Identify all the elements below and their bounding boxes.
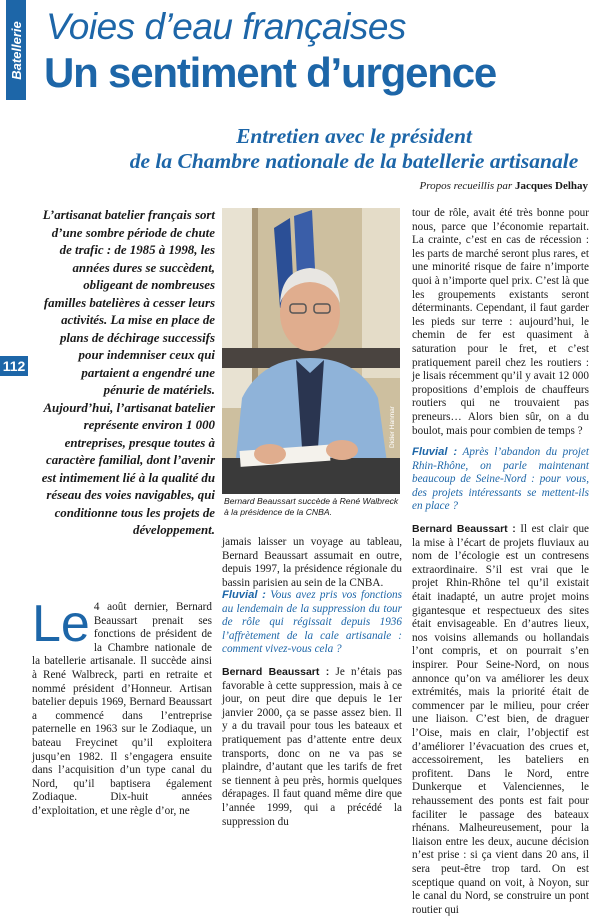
question-2 [412,446,589,514]
portrait-illustration [222,208,400,494]
answer-1-speaker: Bernard Beaussart : [222,665,330,678]
photo-caption: Bernard Beaussart succède à René Walbreck à la présidence de la CNBA. [224,496,399,517]
kicker-title: Voies d’eau françaises [46,6,406,47]
column-3 [412,207,589,917]
question-2-label: Fluvial : [412,446,458,459]
question-1-label: Fluvial : [222,589,266,601]
section-tab [6,0,26,100]
page-number: 112 [0,356,28,376]
question-2-text: Après l’abandon du projet Rhin-Rhône, on parle maintenant beaucoup de Seine-Nord : pour vous, des projets intéressants se mettent-ils en place ? [412,446,589,513]
byline-lead: Propos recueillis par [419,180,513,192]
col1-body [32,595,212,819]
answer-1 [222,666,402,829]
drop-cap: Le [32,595,90,653]
byline-author: Jacques Delhay [514,180,588,192]
byline [420,180,588,192]
photo-credit: Didier Hanmar [389,406,396,448]
subtitle [120,124,588,174]
question-1 [222,589,402,657]
col3-text-top: tour de rôle, avait été très bonne pour nous, parce que l’économie repartait. La crainte, c’est en cas de récession : les parts de marché seront plus rares, et une minorité risque de faire n’importe quoi à n’importe quel prix. C’est là que les groupements existants seront déterminants. Cependant, il faut garder les pieds sur terre : aujourd’hui, le chemin de fer est quasiment à saturation pour le fret, et c’est pratiquement pareil chez les routiers : je lisais récemment qu’il y avait 12 000 propositions d’emplois de chauffeurs routiers qui ne trouvaient pas preneurs… Alors bien sûr, on a du boulot, mais pour combien de temps ? [412,207,589,437]
headline: Un sentiment d’urgence [44,49,497,96]
answer-2 [412,523,589,917]
portrait-photo [222,208,400,494]
section-tab-label: Batellerie [8,20,24,80]
col2-text-top: jamais laisser un voyage au tableau, Bernard Beaussart assumait en outre, depuis 1997, la présidence régionale du bassin parisien au sein de la CNBA. [222,536,402,589]
col1-text: 4 août dernier, Bernard Beaussart prenait ses fonctions de président de la Chambre nationale de la batellerie artisanale. Il succède ainsi à René Walbreck, parti en retraite et nommé président d’Honneur. Artisan batelier depuis 1969, Bernard Beaussart a commencé dans l’entreprise paternelle en 1963 sur le Zodiaque, un bateau Freycinet qu’il exploitera jusqu’en 1982. Il s’engagera ensuite dans l’acquisition d’un type canal du Nord, qu’il baptisera également Zodiaque. Dix-huit années d’exploitation, et une règle d’or, ne [32,601,212,817]
column-1 [32,595,212,819]
answer-2-text: Il est clair que la mise à l’écart de projets fluviaux au nom de l’écologie est un contresens extraordinaire. S’il est vrai que le projet Rhin-Rhône tel qu’il existait était inadapté, un autre projet moins gigantesque et respectueux des sites était envisageable. En d’autres lieux, nos voisins allemands ou hollandais l’ont compris, et on pourrait s’en inspirer. Pour Seine-Nord, on nous annonce qu’on va améliorer les deux extrémités, mais la priorité était de commencer par le milieu, pour créer une liaison. C’est bien, de draguer l’Oise, mais en clair, l’objectif est d’améliorer l’évacuation des crues et, accessoirement, les bateliers en profitent. Dans le Nord, entre Dunkerque et Valenciennes, le rehaussement des ponts est fait pour faciliter le passage des bateaux rhénans. Malheureusement, pour la liaison entre les deux, aucune décision n’est prise : si ça vient dans 20 ans, il sera peut-être trop tard. On est sceptique quand on voit, à Noyon, sur le canal du Nord, se construire un pont routier qui [412,523,590,916]
subtitle-line-2: de la Chambre nationale de la batellerie artisanale [129,149,579,173]
column-2 [222,581,402,829]
answer-1-text: Je n’étais pas favorable à cette suppression, mais à ce jour, on peut dire que depuis le 1er janvier 2000, ça se passe assez bien. Il y a du travail pour tous les bateaux et pratiquement pas d’attente entre deux transports, donc on ne va pas se plaindre, d’autant que les tarifs de fret se tiennent à peu près, hormis quelques dérapages. Il faut quand même dire que l’année 1999, qui a précédé la suppression du [222,665,402,828]
subtitle-line-1: Entretien avec le président [236,124,472,148]
intro-paragraph: L’artisanat batelier français sort d’une sombre période de chute de trafic : de 1985 à 1998, les années dures se succèdent, obligeant de nombreuses familles batelières à cesser leurs activités. La mise en place de plans de déchirage successifs pour indemniser ceux qui partaient a engendré une pénurie de matériels. Aujourd’hui, l’artisanat batelier représente environ 1 000 entreprises, presque toutes à caractère familial, dont l’avenir est intimement lié à la qualité du réseau des voies navigables, qui conditionne tous les projets de développement. [41,208,215,537]
answer-2-speaker: Bernard Beaussart : [412,523,516,536]
question-1-text: Vous avez pris vos fonctions au lendemain de la suppression du tour de rôle qui régissait depuis 1936 l’affrètement de la cale artisanale : comment vivez-vous cela ? [222,589,402,656]
